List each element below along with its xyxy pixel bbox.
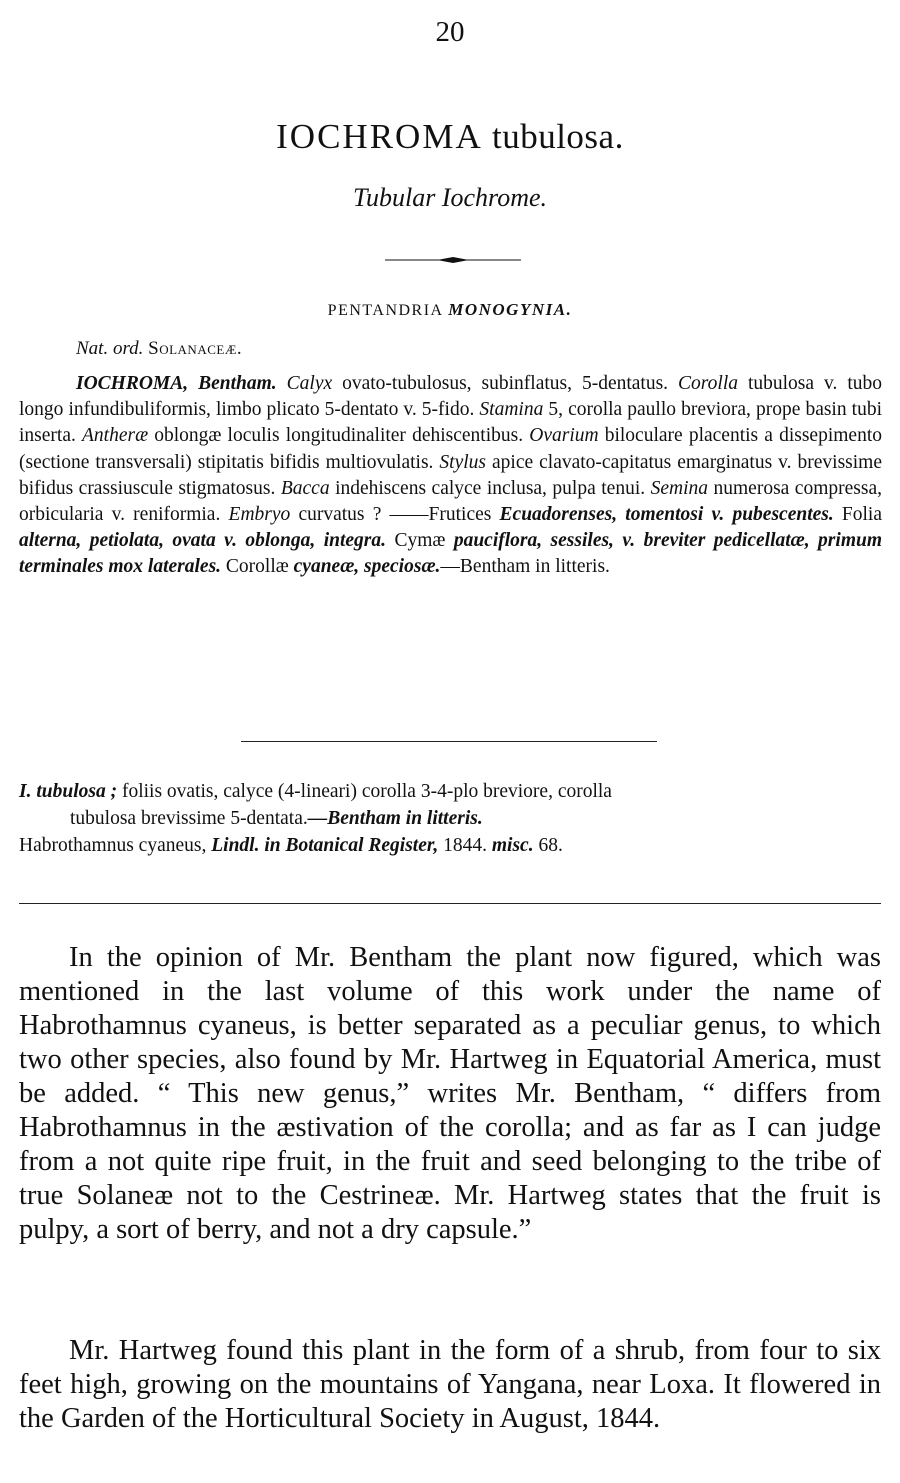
description-segment: oblongæ loculis longitudinaliter dehiscentibus. — [148, 425, 530, 447]
description-segment: curvatus ? ——Frutices — [290, 504, 500, 526]
species-name: I. tubulosa ; — [19, 781, 118, 802]
description-segment: Stylus — [439, 451, 487, 473]
genus-description — [19, 371, 882, 581]
order-name: MONOGYNIA. — [448, 300, 573, 319]
synonym-number: 68. — [533, 835, 563, 856]
description-segment: ovato-tubulosus, subinflatus, 5-dentatus. — [332, 373, 679, 394]
title-genus: IOCHROMA — [276, 117, 483, 156]
body-paragraph: Mr. Hartweg found this plant in the form of a shrub, from four to six feet high, growing on the mountains of Yangana, near Loxa. It flowered in the Garden of the Horticultural Society in August, 1844. — [19, 1335, 881, 1434]
description-segment: Corollæ — [221, 556, 294, 578]
species-text-cont: tubulosa brevissime 5-dentata. — [70, 808, 308, 829]
description-segment: Semina — [650, 477, 709, 499]
synonym-name: Habrothamnus cyaneus, — [19, 835, 212, 856]
description-segment: Cymæ — [386, 530, 454, 552]
species-line-1 — [19, 778, 882, 805]
page-number: 20 — [435, 16, 465, 48]
description-segment: apice clavato-capitatus emarginatus v. brevissime bifidus crassiuscule stigmatosus. — [19, 451, 882, 499]
divider-rule — [241, 741, 657, 742]
title-species: tubulosa. — [491, 117, 624, 156]
species-text: foliis ovatis, calyce (4-lineari) corolla 3-4-plo breviore, corolla — [117, 781, 612, 802]
natural-order-label: Nat. ord. — [76, 338, 144, 359]
description-segment: Ovarium — [529, 425, 599, 447]
description-segment: indehiscens calyce inclusa, pulpa tenui. — [329, 477, 651, 499]
linnaean-classification — [0, 300, 900, 320]
synonym-line — [19, 832, 882, 859]
common-name: Tubular Iochrome. — [352, 183, 548, 212]
description-segment — [277, 373, 287, 394]
description-segment: Folia — [833, 504, 882, 526]
natural-order-family: Solanaceæ. — [148, 338, 243, 359]
natural-order — [76, 338, 242, 360]
description-segment: —Bentham in litteris. — [440, 556, 610, 578]
synonym-year: 1844. — [438, 835, 492, 856]
description-segment: numerosa compressa, orbicularia v. reniformia. — [19, 477, 882, 526]
synonym-misc: misc. — [491, 835, 534, 856]
description-segment: pauciflora, sessiles, v. breviter pedicellatæ, primum terminales mox laterales. — [19, 530, 882, 578]
description-segment: cyaneæ, speciosæ. — [293, 556, 441, 578]
body-paragraph: In the opinion of Mr. Bentham the plant now figured, which was mentioned in the last volume of this work under the name of Habrothamnus cyaneus, is better separated as a peculiar genus, to which two other species, also found by Mr. Hartweg in Equatorial America, must be added. “ This new genus,” writes Mr. Bentham, “ differs from Habrothamnus in the æstivation of the corolla; and as far as I can judge from a not quite ripe fruit, in the fruit and seed belonging to the tribe of true Solaneæ not to the Cestrineæ. Mr. Hartweg states that the fruit is pulpy, a sort of berry, and not a dry capsule.” — [19, 942, 881, 1245]
description-segment: Corolla — [678, 373, 738, 394]
description-segment: Calyx — [286, 373, 333, 394]
description-segment: Stamina — [479, 399, 544, 421]
plant-title — [0, 117, 900, 157]
description-segment: Embryo — [228, 504, 291, 526]
species-diagnosis — [19, 778, 882, 859]
description-segment: 5, corolla paullo breviora, prope basin tubi inserta. — [19, 399, 882, 447]
description-segment: Ecuadorenses, tomentosi v. pubescentes. — [499, 504, 834, 526]
ornament-divider — [385, 256, 521, 264]
species-reference: —Bentham in litteris. — [307, 808, 483, 829]
description-segment: Bacca — [280, 477, 330, 499]
divider-rule-full — [19, 903, 881, 904]
description-segment: Antheræ — [82, 425, 149, 447]
class-name: PENTANDRIA — [327, 302, 443, 319]
description-segment: alterna, petiolata, ovata v. oblonga, integra. — [19, 530, 387, 552]
species-line-2 — [19, 805, 882, 832]
description-segment: biloculare placentis a dissepimento (sectione transversali) stipitatis bifidis multiovulatis. — [19, 425, 882, 473]
description-segment: tubulosa v. tubo longo infundibuliformis, limbo plicato 5-dentato v. 5-fido. — [19, 373, 883, 421]
description-segment: IOCHROMA, Bentham. — [76, 373, 277, 394]
synonym-reference: Lindl. in Botanical Register, — [211, 835, 439, 856]
